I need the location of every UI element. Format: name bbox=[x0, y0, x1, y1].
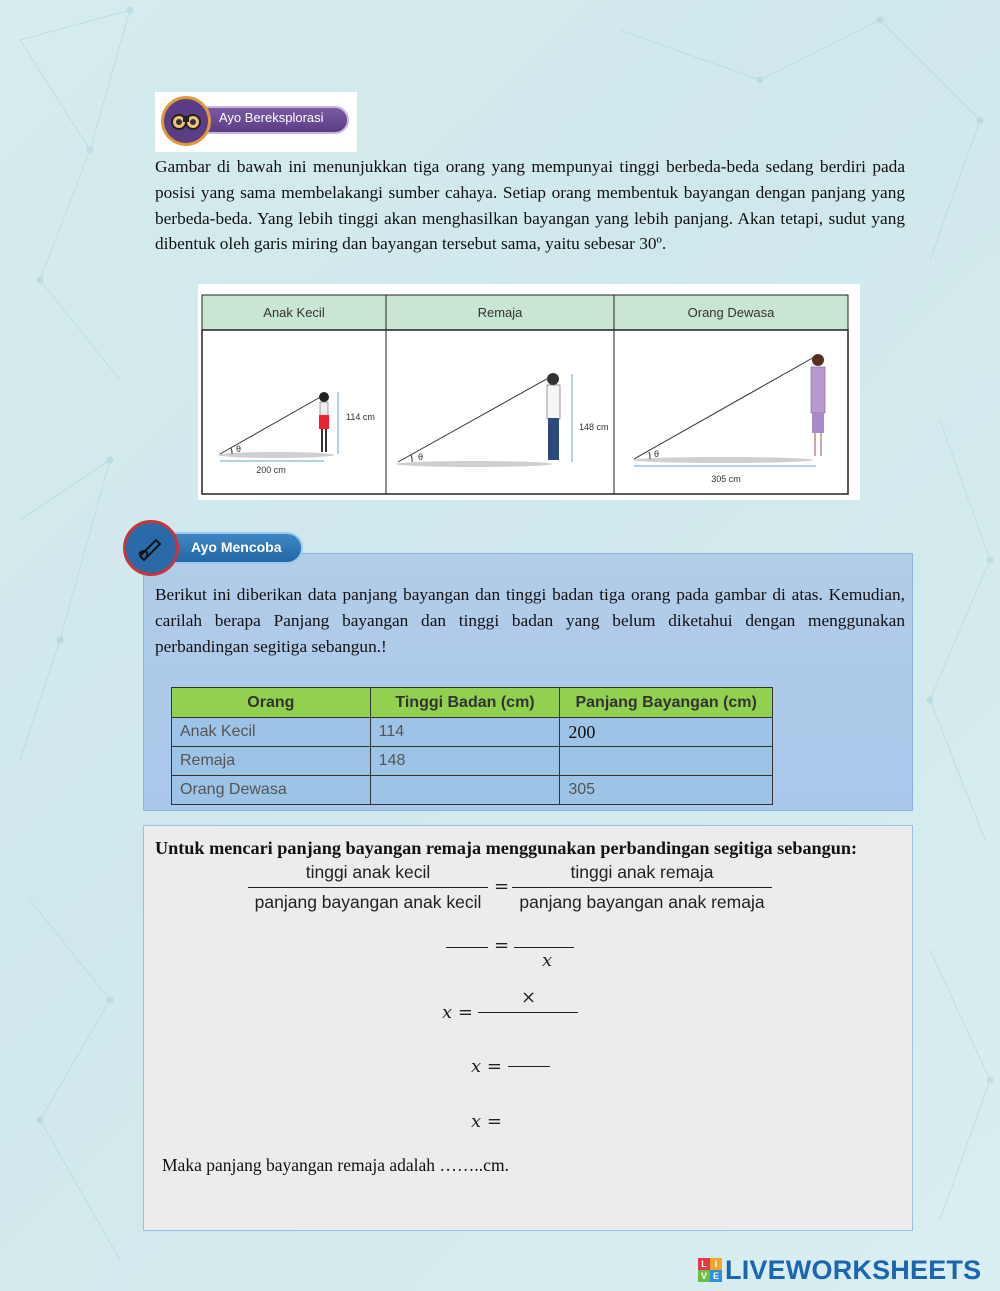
x-equals-3: x = bbox=[471, 1111, 502, 1132]
cell-shadow: 305 bbox=[560, 776, 773, 805]
answer-sentence: Maka panjang bayangan remaja adalah ……..cm. bbox=[162, 1155, 509, 1175]
cell-shadow-input[interactable]: 200 bbox=[560, 718, 773, 747]
cell-person: Remaja bbox=[172, 747, 371, 776]
explore-badge-label: Ayo Bereksplorasi bbox=[219, 110, 324, 125]
child-angle: θ bbox=[236, 444, 242, 454]
blank-fraction-step4[interactable] bbox=[508, 1066, 550, 1067]
teen-angle: θ bbox=[418, 452, 424, 462]
illus-header-child: Anak Kecil bbox=[263, 305, 325, 320]
equals-sign-1: = bbox=[494, 876, 510, 897]
cell-height: 114 bbox=[370, 718, 560, 747]
cell-shadow-input[interactable] bbox=[560, 747, 773, 776]
blank-fraction-left[interactable] bbox=[446, 947, 488, 948]
cell-person: Orang Dewasa bbox=[172, 776, 371, 805]
shadow-illustration bbox=[198, 284, 860, 500]
times-sign: × bbox=[521, 987, 537, 1008]
x-equals-1: x = bbox=[442, 1002, 473, 1023]
fraction-right bbox=[512, 862, 772, 913]
x-equals-2: x = bbox=[471, 1056, 502, 1077]
table-row bbox=[172, 718, 773, 747]
intro-paragraph: Gambar di bawah ini menunjukkan tiga orang yang mempunyai tinggi berbeda-beda sedang berdiri pada posisi yang sama membelakangi sumber cahaya. Setiap orang membentuk bayangan dengan panjang yang berbeda-beda. Yang lebih tinggi akan menghasilkan bayangan yang lebih panjang. Akan tetapi, sudut yang dibentuk oleh garis miring dan bayangan tersebut sama, yaitu sebesar 30º. bbox=[155, 157, 905, 254]
table-header-row bbox=[172, 688, 773, 718]
data-table bbox=[171, 687, 773, 805]
liveworksheets-icon: L I V E bbox=[698, 1258, 722, 1282]
teen-height-label: 148 cm bbox=[579, 422, 609, 432]
fraction-left-numerator: tinggi anak kecil bbox=[305, 862, 431, 882]
adult-angle: θ bbox=[654, 449, 660, 459]
child-height-label: 114 cm bbox=[346, 412, 375, 422]
writing-hand-icon bbox=[123, 520, 179, 576]
cell-person: Anak Kecil bbox=[172, 718, 371, 747]
cell-height-input[interactable] bbox=[370, 776, 560, 805]
illus-header-adult: Orang Dewasa bbox=[687, 305, 775, 320]
liveworksheets-brand: LIVEWORKSHEETS bbox=[725, 1254, 982, 1285]
explore-badge bbox=[155, 92, 357, 152]
cell-height: 148 bbox=[370, 747, 560, 776]
adult-shadow-label: 305 cm bbox=[711, 474, 741, 484]
x-variable: x bbox=[542, 950, 553, 971]
blank-fraction-right[interactable] bbox=[514, 947, 574, 948]
try-badge bbox=[123, 520, 305, 576]
try-badge-label: Ayo Mencoba bbox=[191, 539, 282, 555]
instruction-paragraph: Berikut ini diberikan data panjang bayangan dan tinggi badan tiga orang pada gambar di atas. Kemudian, carilah berapa Panjang bayangan dan tinggi badan yang belum diketahui dengan menggunakan perbandingan segitiga sebangun.! bbox=[155, 585, 905, 656]
col-header-height: Tinggi Badan (cm) bbox=[370, 688, 560, 718]
blank-fraction-step3[interactable] bbox=[478, 1012, 578, 1013]
fraction-left bbox=[248, 862, 488, 913]
table-row bbox=[172, 776, 773, 805]
col-header-person: Orang bbox=[172, 688, 371, 718]
child-shadow-label: 200 cm bbox=[256, 465, 286, 475]
fraction-left-denominator: panjang bayangan anak kecil bbox=[254, 892, 482, 912]
fraction-right-numerator: tinggi anak remaja bbox=[570, 862, 714, 882]
equals-sign-2: = bbox=[494, 935, 510, 956]
illus-header-teen: Remaja bbox=[477, 305, 523, 320]
fraction-right-denominator: panjang bayangan anak remaja bbox=[519, 892, 765, 912]
working-title: Untuk mencari panjang bayangan remaja menggunakan perbandingan segitiga sebangun: bbox=[155, 838, 858, 858]
col-header-shadow: Panjang Bayangan (cm) bbox=[560, 688, 773, 718]
liveworksheets-logo[interactable] bbox=[698, 1255, 981, 1285]
binoculars-icon bbox=[161, 96, 211, 146]
table-row bbox=[172, 747, 773, 776]
